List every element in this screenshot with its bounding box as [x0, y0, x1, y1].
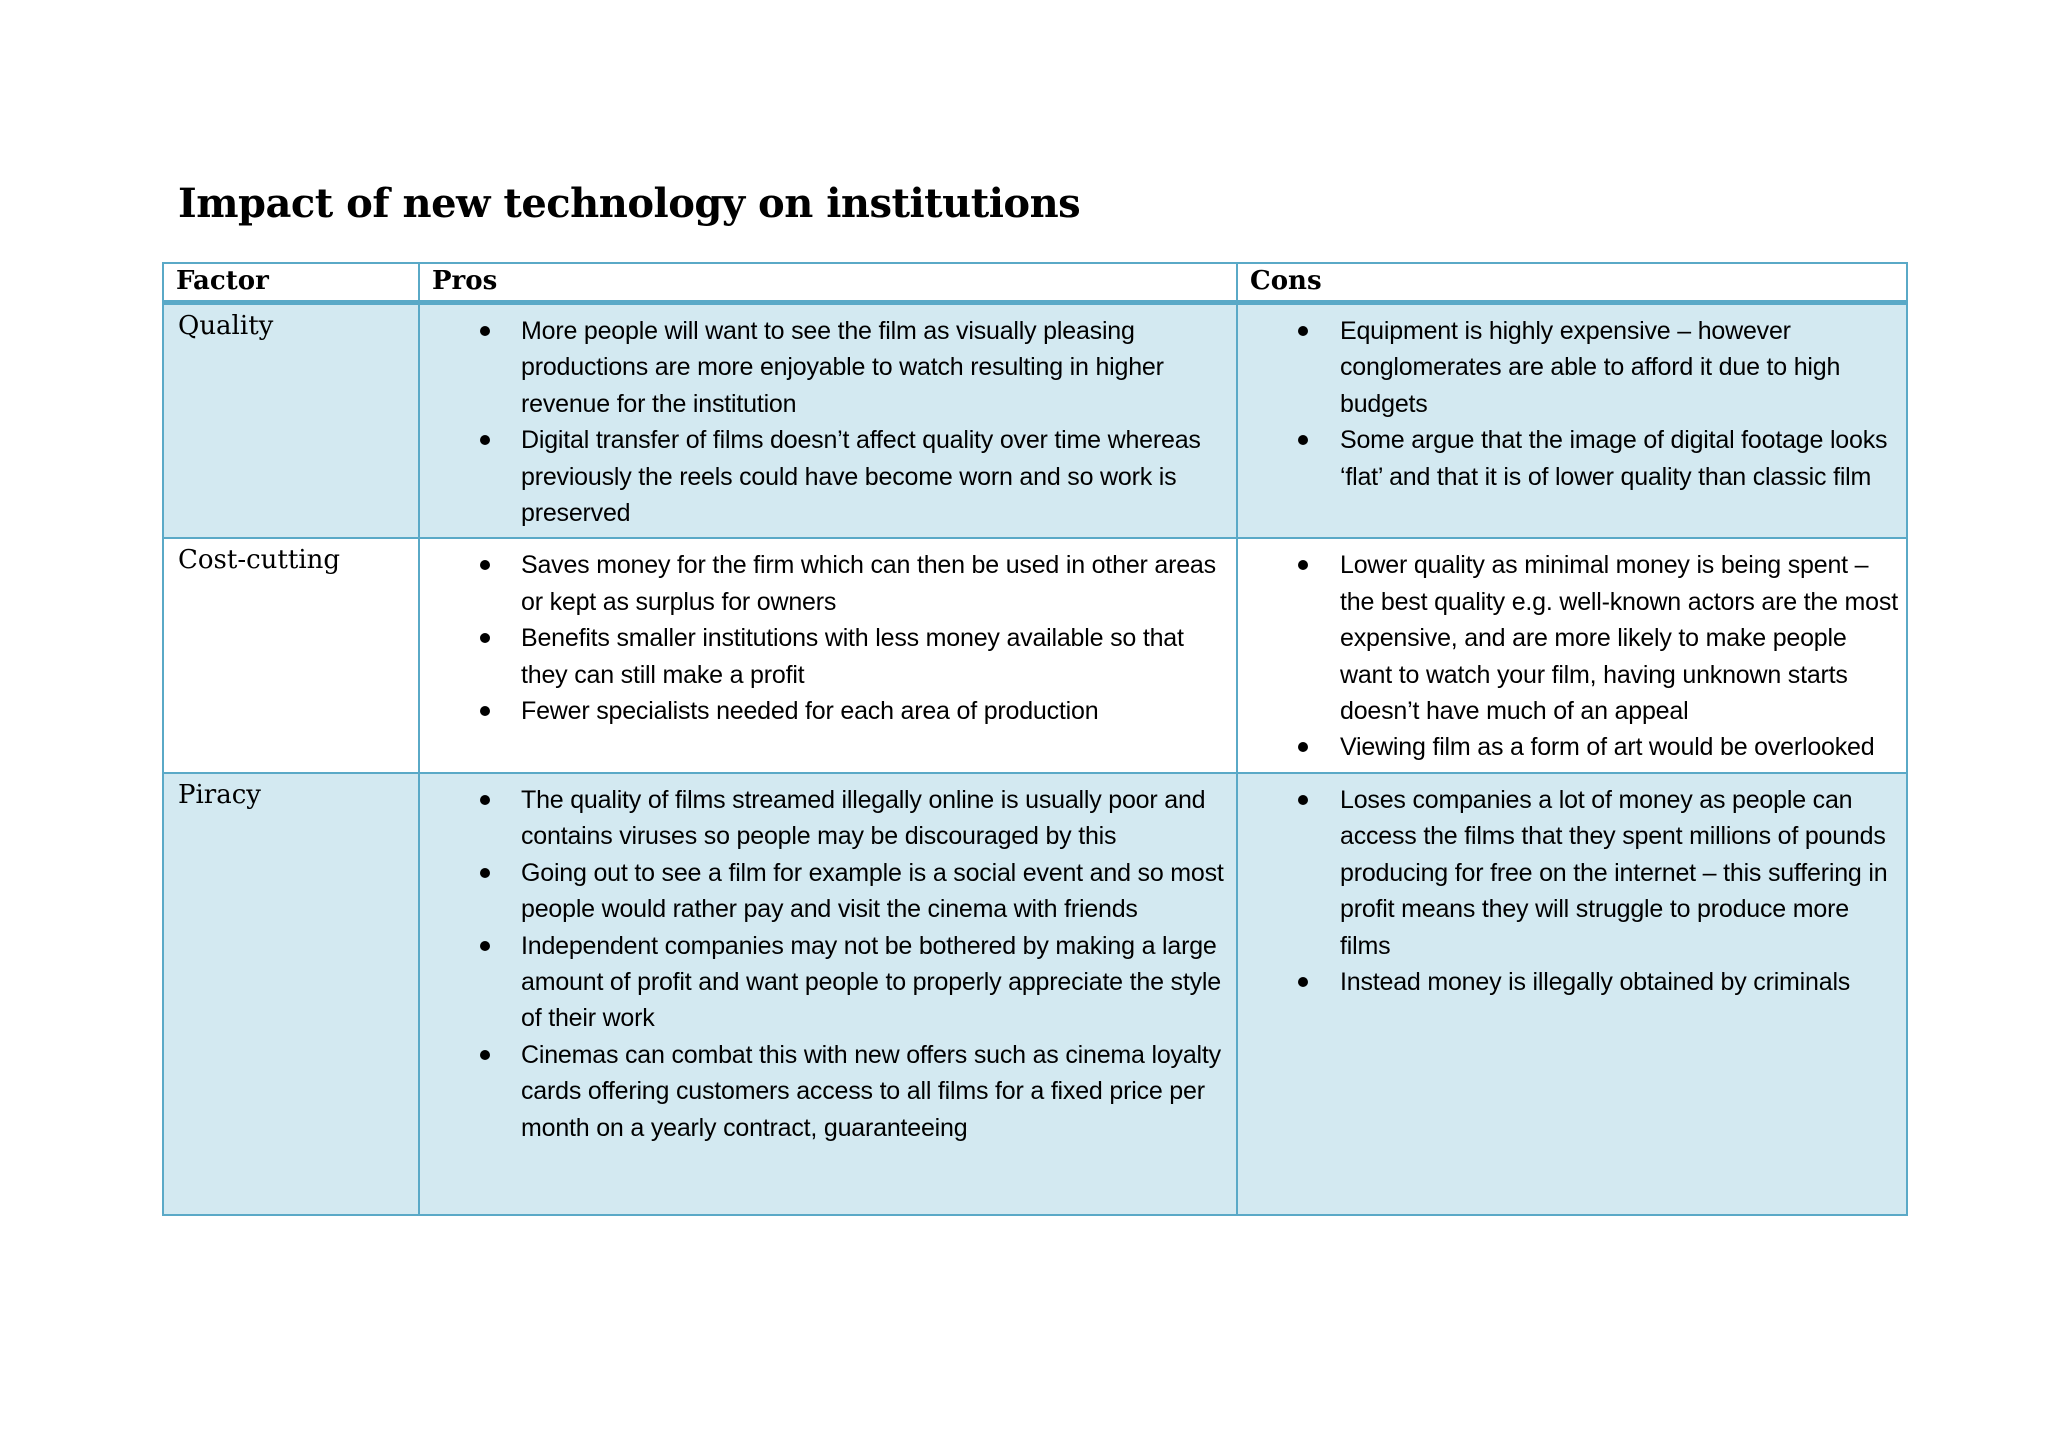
pros-list: [420, 539, 1236, 735]
pros-list: [420, 774, 1236, 1146]
list-item: The quality of films streamed illegally online is usually poor and contains viruses so people may be discouraged by this: [420, 782, 1228, 855]
list-item: Lower quality as minimal money is being spent – the best quality e.g. well-known actors are the most expensive, and are more likely to make people want to watch your film, having unknown starts doesn’t have much of an appeal: [1238, 547, 1898, 729]
table-row-quality: [163, 303, 1907, 539]
cons-cell-quality: [1237, 303, 1907, 539]
cons-list: [1238, 539, 1906, 771]
cons-cell-cost-cutting: [1237, 538, 1907, 772]
header-pros: Pros: [419, 263, 1237, 303]
pros-cell-quality: [419, 303, 1237, 539]
pros-list: [420, 305, 1236, 537]
table-header-row: [163, 263, 1907, 303]
list-item: Digital transfer of films doesn’t affect quality over time whereas previously the reels could have become worn and so work is preserved: [420, 422, 1228, 531]
cons-list: [1238, 305, 1906, 501]
list-item: Equipment is highly expensive – however conglomerates are able to afford it due to high budgets: [1238, 313, 1898, 422]
header-factor: Factor: [163, 263, 419, 303]
list-item: More people will want to see the film as visually pleasing productions are more enjoyable to watch resulting in higher revenue for the institution: [420, 313, 1228, 422]
list-item: Saves money for the firm which can then be used in other areas or kept as surplus for owners: [420, 547, 1228, 620]
list-item: Independent companies may not be bothered by making a large amount of profit and want people to properly appreciate the style of their work: [420, 928, 1228, 1037]
cons-cell-piracy: [1237, 773, 1907, 1215]
document-title: Impact of new technology on institutions: [178, 180, 1081, 227]
impact-table: [162, 262, 1908, 1216]
list-item: Loses companies a lot of money as people can access the films that they spent millions of pounds producing for free on the internet – this suffering in profit means they will struggle to produce more films: [1238, 782, 1898, 964]
pros-cell-piracy-clip: [420, 774, 1236, 1214]
list-item: Viewing film as a form of art would be overlooked: [1238, 729, 1898, 765]
table-row-piracy: [163, 773, 1907, 1215]
factor-cell-quality: Quality: [163, 303, 419, 539]
pros-cell-cost-cutting: [419, 538, 1237, 772]
list-item: Fewer specialists needed for each area of production: [420, 693, 1228, 729]
header-cons: Cons: [1237, 263, 1907, 303]
factor-cell-piracy: Piracy: [163, 773, 419, 1215]
list-item: Benefits smaller institutions with less money available so that they can still make a profit: [420, 620, 1228, 693]
list-item: Some argue that the image of digital footage looks ‘flat’ and that it is of lower quality than classic film: [1238, 422, 1898, 495]
list-item: Cinemas can combat this with new offers such as cinema loyalty cards offering customers access to all films for a fixed price per month on a yearly contract, guaranteeing: [420, 1037, 1228, 1146]
factor-cell-cost-cutting: Cost-cutting: [163, 538, 419, 772]
list-item: Instead money is illegally obtained by criminals: [1238, 964, 1898, 1000]
list-item: Going out to see a film for example is a social event and so most people would rather pay and visit the cinema with friends: [420, 855, 1228, 928]
pros-cell-piracy: [419, 773, 1237, 1215]
cons-list: [1238, 774, 1906, 1006]
table-row-cost-cutting: [163, 538, 1907, 772]
